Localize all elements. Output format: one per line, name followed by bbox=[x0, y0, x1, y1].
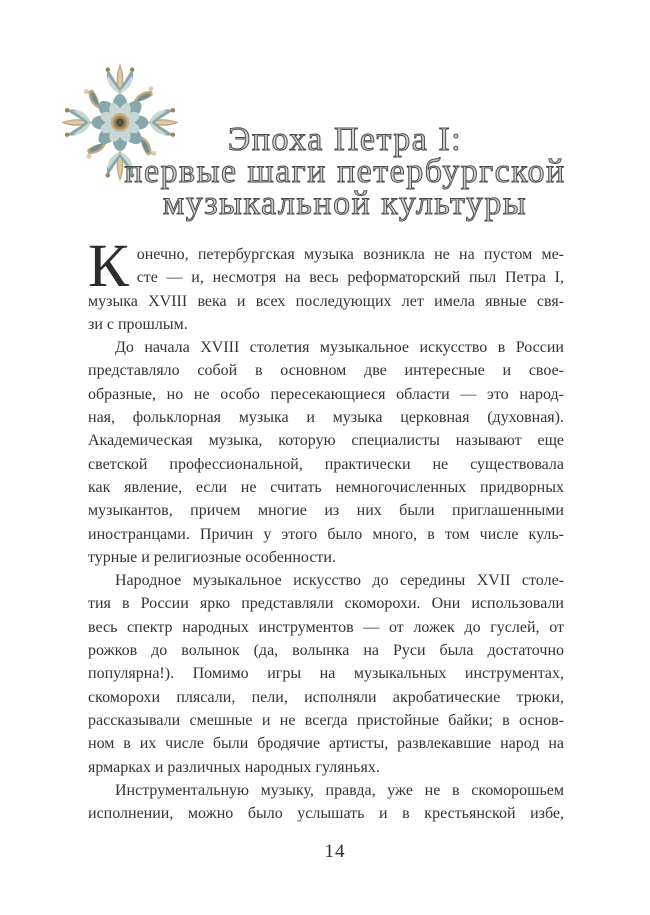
paragraph-1 bbox=[88, 233, 564, 336]
chapter-title-line-2: первые шаги петербургской bbox=[124, 153, 566, 190]
text-line: тия в России ярко представляли скоморохи. Они использовали bbox=[88, 595, 564, 613]
text-line: турные и религиозные особенности. bbox=[88, 548, 336, 566]
text-line: исполнении, можно было услышать и в крестьянской избе, bbox=[88, 805, 564, 823]
text-line: ярмарках и различных народных гуляньях. bbox=[88, 758, 380, 776]
text-line: сте — и, несмотря на весь реформаторский пыл Петра I, bbox=[136, 269, 564, 287]
text-line: музыкантов, причем многие из них были приглашенными bbox=[88, 502, 564, 520]
chapter-title-line-1: Эпоха Петра I: bbox=[227, 121, 463, 158]
text-line: Инструментальную музыку, правда, уже не в скоморошьем bbox=[115, 781, 564, 799]
text-line: скоморохи плясали, пели, исполняли акробатические трюки, bbox=[88, 688, 564, 706]
text-line: онечно, петербургская музыка возникла не на пустом ме- bbox=[136, 246, 564, 263]
text-line: Народное музыкальное искусство до середины XVII столе- bbox=[115, 572, 564, 590]
text-line: образные, но не особо пересекающиеся области — это народ- bbox=[88, 385, 564, 403]
text-line: популярна!). Помимо игры на музыкальных инструментах, bbox=[88, 665, 564, 683]
text-line: рассказывали смешные и не всегда пристойные байки; в основ- bbox=[88, 711, 564, 729]
text-line: весь спектр народных инструментов — от ложек до гуслей, от bbox=[88, 618, 564, 636]
drop-cap: К bbox=[88, 233, 129, 300]
chapter-title-line-3: музыкальной культуры bbox=[162, 185, 528, 222]
page-number: 14 bbox=[324, 841, 346, 862]
text-line: зи с прошлым. bbox=[88, 315, 188, 333]
paragraph-2 bbox=[88, 336, 564, 569]
text-line: как явление, если не считать немногочисленных придворных bbox=[88, 478, 564, 496]
text-line: представляло собой в основном две интересные и свое- bbox=[88, 362, 564, 380]
paragraph-4 bbox=[88, 779, 564, 826]
text-line: рожков до волынок (да, волынка на Руси была достаточно bbox=[88, 642, 564, 660]
text-line: Академическая музыка, которую специалисты называют еще bbox=[88, 432, 564, 450]
body-text bbox=[88, 233, 564, 825]
text-line: иностранцами. Причин у этого было много, в том числе куль- bbox=[88, 525, 564, 543]
chapter-title bbox=[40, 121, 650, 222]
paragraph-3 bbox=[88, 569, 564, 779]
text-line: музыка XVIII века и всех последующих лет имела явные свя- bbox=[88, 292, 564, 310]
text-line: ная, фольклорная музыка и музыка церковная (духовная). bbox=[88, 409, 564, 427]
text-line: ном в их числе были бродячие артисты, развлекавшие народ на bbox=[88, 735, 564, 753]
text-line: светской профессиональной, практически не существовала bbox=[88, 455, 564, 473]
text-line: До начала XVIII столетия музыкальное искусство в России bbox=[115, 339, 564, 357]
